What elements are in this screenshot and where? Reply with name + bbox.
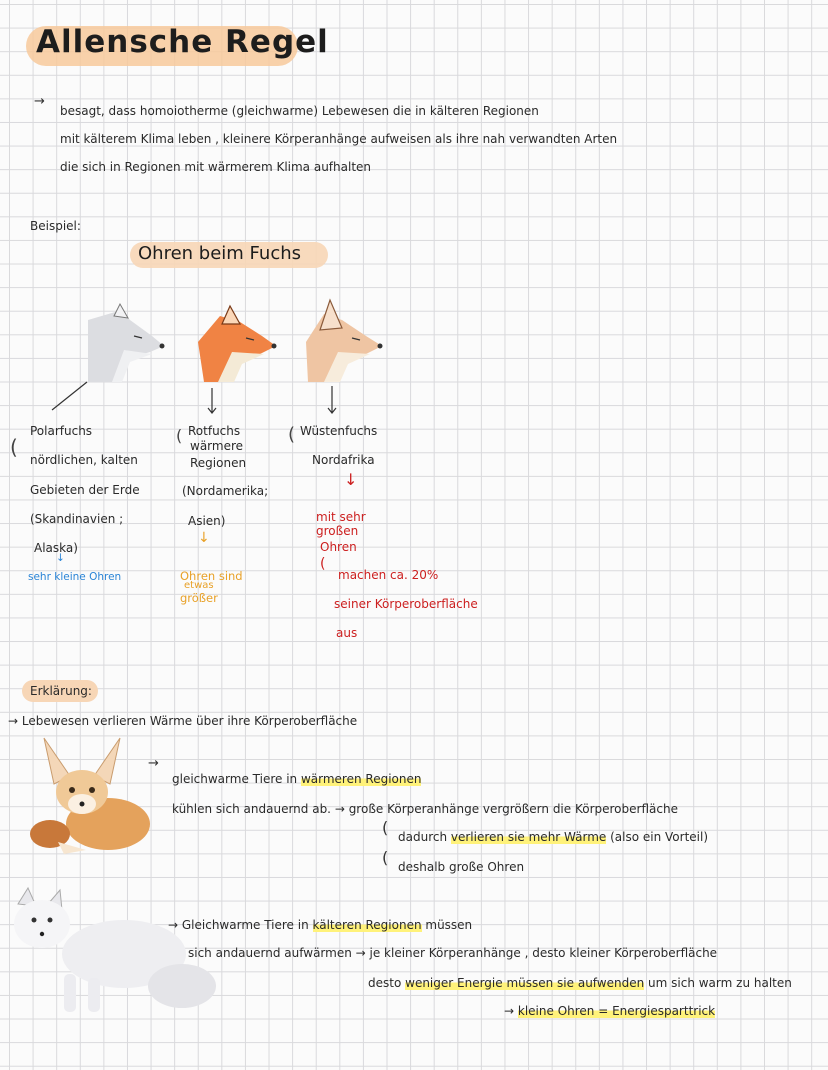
intro-arrow: → — [34, 94, 45, 109]
warm-line-1: gleichwarme Tiere in wärmeren Regionen — [172, 772, 422, 786]
arctic-fox-illustration — [4, 884, 216, 1018]
explanation-main: → Lebewesen verlieren Wärme über ihre Körperoberfläche — [8, 714, 358, 728]
desert-fox-detail-1: machen ca. 20% — [338, 568, 439, 582]
red-fox-line-2: Regionen — [190, 456, 247, 470]
polar-fox-head-illustration — [84, 302, 166, 382]
explanation-label: Erklärung: — [30, 684, 92, 698]
desert-bracket: ( — [288, 424, 296, 445]
warm-line-2: kühlen sich andauernd ab. → große Körperanhänge vergrößern die Körperoberfläche — [172, 802, 678, 816]
desert-fox-note-1: mit sehr — [316, 510, 366, 524]
red-fox-head-illustration — [196, 302, 278, 382]
warm-line-4: deshalb große Ohren — [398, 860, 525, 874]
cold-line-2: sich andauernd aufwärmen → je kleiner Körperanhänge , desto kleiner Körperoberfläche — [188, 946, 718, 960]
polar-fox-note: sehr kleine Ohren — [28, 571, 122, 583]
intro-line-1: besagt, dass homoiotherme (gleichwarme) Lebewesen die in kälteren Regionen — [60, 104, 539, 118]
intro-line-3: die sich in Regionen mit wärmerem Klima aufhalten — [60, 160, 372, 174]
head-connector-lines — [40, 380, 400, 430]
warm-line-3: dadurch verlieren sie mehr Wärme (also ein Vorteil) — [398, 830, 709, 844]
polar-fox-name: Polarfuchs — [30, 424, 93, 438]
page-title: Allensche Regel — [36, 24, 329, 60]
cold-line-1: → Gleichwarme Tiere in kälteren Regionen müssen — [168, 918, 473, 932]
desert-fox-detail-2: seiner Körperoberfläche — [334, 597, 478, 611]
warm-arrow: → — [148, 756, 159, 771]
polar-fox-arrow: ↓ — [56, 552, 65, 564]
cold-line-3: desto weniger Energie müssen sie aufwenden um sich warm zu halten — [368, 976, 792, 990]
fennec-fox-illustration — [24, 732, 152, 858]
red-fox-name: Rotfuchs — [188, 424, 241, 438]
red-fox-line-1: wärmere — [190, 439, 244, 453]
red-fox-note-3: größer — [180, 591, 218, 605]
desert-fox-head-illustration — [302, 298, 384, 382]
polar-fox-line-4: Alaska) — [34, 541, 78, 555]
red-fox-line-3: (Nordamerika; — [182, 484, 269, 498]
warm-bracket-1: ( — [382, 818, 389, 837]
desert-fox-note-3: Ohren — [320, 540, 357, 554]
desert-fox-detail-3: aus — [336, 626, 358, 640]
subtitle: Ohren beim Fuchs — [138, 243, 302, 264]
desert-fox-arrow: ↓ — [344, 470, 358, 489]
polar-fox-line-3: (Skandinavien ; — [30, 512, 124, 526]
red-fox-arrow: ↓ — [198, 530, 210, 546]
desert-fox-name: Wüstenfuchs — [300, 424, 378, 438]
red-fox-note-1: Ohren sind — [180, 569, 243, 583]
intro-line-2: mit kälterem Klima leben , kleinere Körperanhänge aufweisen als ihre nah verwandten Arten — [60, 132, 618, 146]
red-fox-line-4: Asien) — [188, 514, 226, 528]
polar-fox-line-1: nördlichen, kalten — [30, 453, 138, 467]
polar-bracket: ( — [10, 435, 18, 459]
example-label: Beispiel: — [30, 219, 81, 233]
cold-line-4: → kleine Ohren = Energiesparttrick — [504, 1004, 716, 1018]
warm-bracket-2: ( — [382, 848, 389, 867]
polar-fox-line-2: Gebieten der Erde — [30, 483, 140, 497]
red-bracket: ( — [176, 426, 183, 445]
desert-fox-region: Nordafrika — [312, 453, 375, 467]
red-fox-note-2: etwas — [184, 580, 214, 591]
desert-fox-note-2: großen — [316, 524, 359, 538]
desert-fox-bracket: ( — [320, 556, 326, 572]
